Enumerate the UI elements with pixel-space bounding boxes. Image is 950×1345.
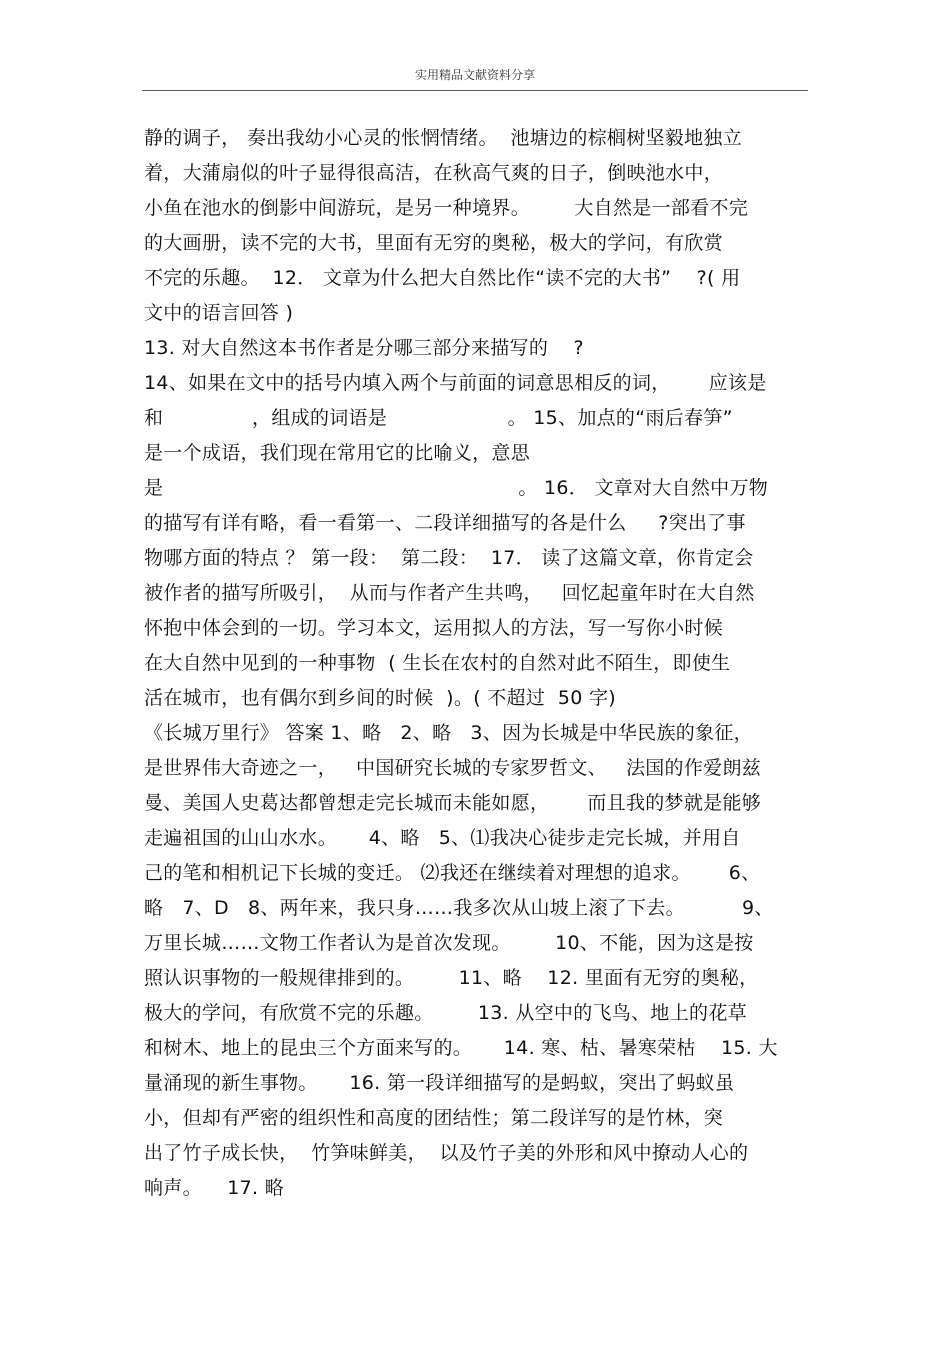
text-line: 物哪方面的特点 ？ 第一段： 第二段： 17． 读了这篇文章，你肯定会 <box>144 547 754 569</box>
text-line: 照认识事物的一般规律排到的。 11、略 12. 里面有无穷的奥秘， <box>144 967 759 989</box>
text-line: 静的调子， 奏出我幼小心灵的怅惘情绪。 池塘边的棕榈树坚毅地独立 <box>144 127 743 149</box>
text-line: 走遍祖国的山山水水。 4、略 5、⑴我决心徒步走完长城，并用自 <box>144 827 741 849</box>
text-line: 曼、美国人史葛达都曾想走完长城而未能如愿， 而且我的梦就是能够 <box>144 792 762 814</box>
text-line: 是世界伟大奇迹之一， 中国研究长城的专家罗哲文、 法国的作爱朗兹 <box>144 757 762 779</box>
text-line: 的描写有详有略，看一看第一、二段详细描写的各是什么 ?突出了事 <box>144 512 746 534</box>
text-line: 《长城万里行》 答案 1、略 2、略 3、因为长城是中华民族的象征， <box>144 722 753 744</box>
text-line: 和 ，组成的词语是 。 15、加点的“雨后春笋” <box>144 407 733 429</box>
header-divider <box>142 90 808 91</box>
text-line: 是一个成语，我们现在常用它的比喻义，意思 <box>144 442 531 464</box>
text-line: 极大的学问，有欣赏不完的乐趣。 13. 从空中的飞鸟、地上的花草 <box>144 1002 747 1024</box>
text-line: 14、如果在文中的括号内填入两个与前面的词意思相反的词， 应该是 <box>144 372 767 394</box>
text-line: 在大自然中见到的一种事物 ( 生长在农村的自然对此不陌生，即使生 <box>144 652 731 674</box>
text-line: 和树木、地上的昆虫三个方面来写的。 14. 寒、枯、暑寒荣枯 15. 大 <box>144 1037 778 1059</box>
text-line: 量涌现的新生事物。 16. 第一段详细描写的是蚂蚁，突出了蚂蚁虽 <box>144 1072 735 1094</box>
text-line: 怀抱中体会到的一切。学习本文，运用拟人的方法，写一写你小时候 <box>144 617 724 639</box>
text-line: 活在城市，也有偶尔到乡间的时候 )。( 不超过 50 字) <box>144 687 616 709</box>
text-line: 被作者的描写所吸引， 从而与作者产生共鸣， 回忆起童年时在大自然 <box>144 582 755 604</box>
text-line: 文中的语言回答 ) <box>144 302 294 324</box>
text-line: 小鱼在池水的倒影中间游玩，是另一种境界。 大自然是一部看不完 <box>144 197 749 219</box>
text-line: 出了竹子成长快， 竹笋味鲜美， 以及竹子美的外形和风中撩动人心的 <box>144 1142 749 1164</box>
text-line: 小，但却有严密的组织性和高度的团结性；第二段详写的是竹林，突 <box>144 1107 724 1129</box>
text-line: 略 7、D 8、两年来，我只身……我多次从山坡上滚了下去。 9、 <box>144 897 774 919</box>
document-body <box>144 121 814 1206</box>
text-line: 着，大蒲扇似的叶子显得很高洁，在秋高气爽的日子，倒映池水中， <box>144 162 724 184</box>
text-line: 的大画册，读不完的大书，里面有无穷的奥秘，极大的学问，有欣赏 <box>144 232 724 254</box>
text-line: 响声。 17. 略 <box>144 1177 285 1199</box>
text-line: 万里长城……文物工作者认为是首次发现。 10、不能，因为这是按 <box>144 932 754 954</box>
text-line: 己的笔和相机记下长城的变迁。 ⑵我还在继续着对理想的追求。 6、 <box>144 862 761 884</box>
page-header: 实用精品文献资料分享 <box>414 68 535 82</box>
text-line: 是 。 16． 文章对大自然中万物 <box>144 477 769 499</box>
text-line: 不完的乐趣。 12． 文章为什么把大自然比作“读不完的大书” ?( 用 <box>144 267 741 289</box>
text-line: 13. 对大自然这本书作者是分哪三部分来描写的 ? <box>144 337 584 359</box>
